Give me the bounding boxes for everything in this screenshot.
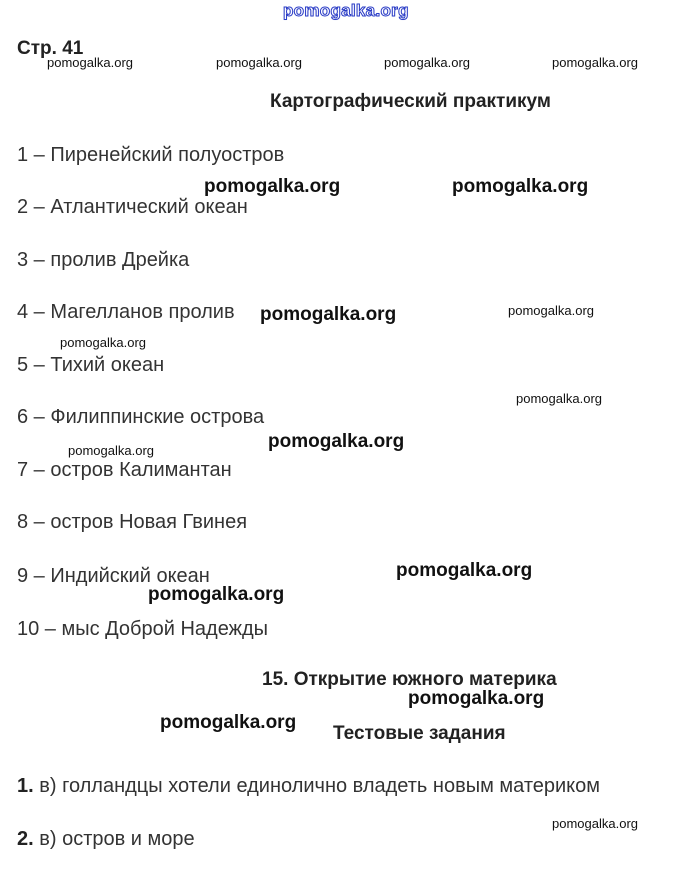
watermark: pomogalka.org <box>268 431 405 452</box>
answer-text: в) голландцы хотели единолично владеть новым материком <box>33 775 601 797</box>
answer-number: 1. <box>17 775 34 797</box>
watermark: pomogalka.org <box>452 176 589 197</box>
watermark: pomogalka.org <box>396 560 533 581</box>
watermark: pomogalka.org <box>552 55 638 70</box>
watermark: pomogalka.org <box>260 304 397 325</box>
watermark: pomogalka.org <box>552 816 638 831</box>
answer-text: в) остров и море <box>33 828 195 850</box>
watermark: pomogalka.org <box>47 55 133 70</box>
list-item: 2 – Атлантический океан <box>17 196 248 218</box>
watermark-top: pomogalka.org <box>283 1 409 20</box>
list-item: 1 – Пиренейский полуостров <box>17 144 285 166</box>
list-item: 6 – Филиппинские острова <box>17 406 265 428</box>
watermark: pomogalka.org <box>160 712 297 733</box>
page-number: Стр. 41 <box>17 38 84 59</box>
answer-number: 2. <box>17 828 34 850</box>
list-item: 4 – Магелланов пролив <box>17 301 235 323</box>
list-item: 9 – Индийский океан <box>17 565 210 587</box>
watermark: pomogalka.org <box>408 688 545 709</box>
watermark: pomogalka.org <box>516 391 602 406</box>
practicum-title: Картографический практикум <box>270 91 551 112</box>
watermark: pomogalka.org <box>508 303 594 318</box>
list-item: 7 – остров Калимантан <box>17 459 232 481</box>
watermark: pomogalka.org <box>148 584 285 605</box>
watermark: pomogalka.org <box>60 335 146 350</box>
list-item: 8 – остров Новая Гвинея <box>17 511 248 533</box>
watermark: pomogalka.org <box>216 55 302 70</box>
section-title: 15. Открытие южного материка <box>262 669 557 690</box>
answer-item <box>17 775 600 798</box>
answer-item <box>17 828 195 851</box>
list-item: 10 – мыс Доброй Надежды <box>17 618 269 640</box>
watermark: pomogalka.org <box>68 443 154 458</box>
watermark: pomogalka.org <box>384 55 470 70</box>
list-item: 5 – Тихий океан <box>17 354 165 376</box>
test-title: Тестовые задания <box>333 723 506 744</box>
watermark: pomogalka.org <box>204 176 341 197</box>
list-item: 3 – пролив Дрейка <box>17 249 190 271</box>
